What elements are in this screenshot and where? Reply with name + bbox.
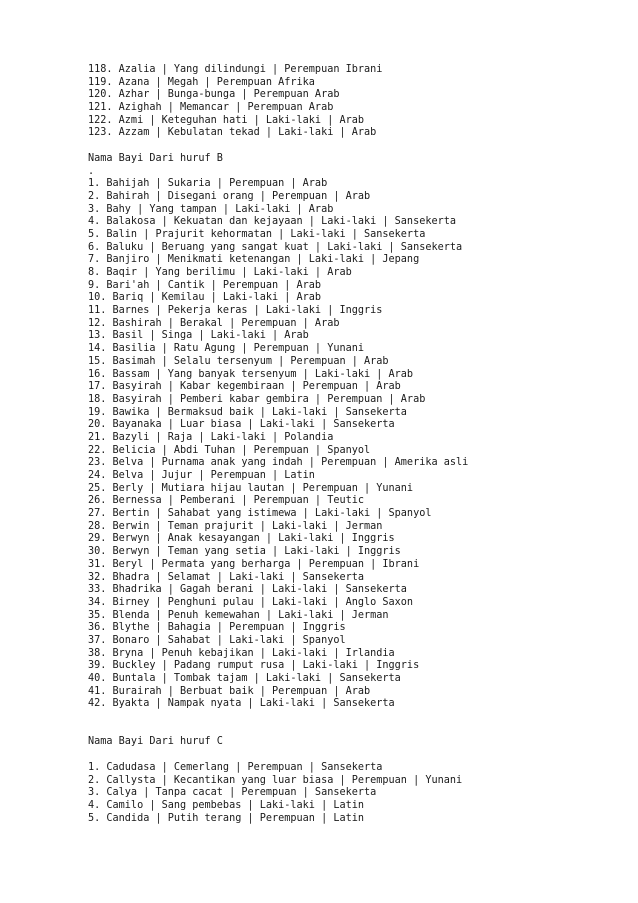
list-item: 26. Bernessa | Pemberani | Perempuan | Teutic [88, 495, 365, 507]
document-page [88, 64, 628, 825]
spacer [88, 749, 628, 762]
list-item: 35. Blenda | Penuh kemewahan | Laki-laki | Jerman [88, 609, 389, 621]
list-item: 13. Basil | Singa | Laki-laki | Arab [88, 330, 309, 342]
list-item: 41. Burairah | Berbuat baik | Perempuan | Arab [88, 685, 371, 697]
section-heading-b: Nama Bayi Dari huruf B [88, 152, 223, 164]
section-heading-c: Nama Bayi Dari huruf C [88, 736, 223, 748]
list-item: 37. Bonaro | Sahabat | Laki-laki | Spanyol [88, 634, 346, 646]
list-item: 23. Belva | Purnama anak yang indah | Perempuan | Amerika asli [88, 457, 469, 469]
list-item: 22. Belicia | Abdi Tuhan | Perempuan | Spanyol [88, 444, 371, 456]
list-item: 27. Bertin | Sahabat yang istimewa | Laki-laki | Spanyol [88, 508, 432, 520]
list-item: 118. Azalia | Yang dilindungi | Perempuan Ibrani [88, 64, 383, 75]
list-item: 34. Birney | Penghuni pulau | Laki-laki | Anglo Saxon [88, 596, 414, 608]
list-item: 123. Azzam | Kebulatan tekad | Laki-laki | Arab [88, 127, 377, 139]
list-item: 39. Buckley | Padang rumput rusa | Laki-laki | Inggris [88, 660, 420, 672]
list-item: 1. Cadudasa | Cemerlang | Perempuan | Sansekerta [88, 761, 383, 773]
section-dot: . [88, 165, 95, 177]
list-item: 38. Bryna | Penuh kebajikan | Laki-laki | Irlandia [88, 647, 395, 659]
list-item: 16. Bassam | Yang banyak tersenyum | Laki-laki | Arab [88, 368, 414, 380]
list-item: 36. Blythe | Bahagia | Perempuan | Inggris [88, 622, 346, 634]
list-item: 40. Buntala | Tombak tajam | Laki-laki | Sansekerta [88, 673, 401, 684]
list-item: 3. Bahy | Yang tampan | Laki-laki | Arab [88, 203, 334, 215]
list-item: 2. Bahirah | Disegani orang | Perempuan | Arab [88, 190, 371, 202]
list-item: 2. Callysta | Kecantikan yang luar biasa | Perempuan | Yunani [88, 774, 463, 786]
list-item: 9. Bari'ah | Cantik | Perempuan | Arab [88, 279, 322, 291]
list-item: 21. Bazyli | Raja | Laki-laki | Polandia [88, 431, 334, 443]
list-item: 121. Azighah | Memancar | Perempuan Arab [88, 102, 334, 114]
list-item: 31. Beryl | Permata yang berharga | Perempuan | Ibrani [88, 558, 420, 570]
list-item: 25. Berly | Mutiara hijau lautan | Perempuan | Yunani [88, 482, 414, 494]
name-list-c [88, 762, 628, 825]
list-item: 14. Basilia | Ratu Agung | Perempuan | Yunani [88, 343, 365, 355]
list-item: 18. Basyirah | Pemberi kabar gembira | Perempuan | Arab [88, 393, 426, 405]
list-item: 30. Berwyn | Teman yang setia | Laki-laki | Inggris [88, 546, 401, 558]
list-item: 20. Bayanaka | Luar biasa | Laki-laki | Sansekerta [88, 419, 395, 431]
list-item: 122. Azmi | Keteguhan hati | Laki-laki | Arab [88, 114, 365, 126]
list-item: 19. Bawika | Bermaksud baik | Laki-laki | Sansekerta [88, 406, 407, 418]
name-list-b [88, 178, 628, 711]
list-item: 7. Banjiro | Menikmati ketenangan | Laki-laki | Jepang [88, 254, 420, 266]
list-item: 29. Berwyn | Anak kesayangan | Laki-laki | Inggris [88, 533, 395, 545]
list-item: 11. Barnes | Pekerja keras | Laki-laki | Inggris [88, 305, 383, 317]
list-item: 17. Basyirah | Kabar kegembiraan | Perempuan | Arab [88, 381, 401, 393]
spacer [88, 140, 628, 153]
list-item: 32. Bhadra | Selamat | Laki-laki | Sansekerta [88, 571, 365, 583]
list-item: 15. Basimah | Selalu tersenyum | Perempuan | Arab [88, 355, 389, 367]
list-item: 12. Bashirah | Berakal | Perempuan | Arab [88, 317, 340, 329]
list-item: 33. Bhadrika | Gagah berani | Laki-laki | Sansekerta [88, 584, 407, 596]
list-item: 28. Berwin | Teman prajurit | Laki-laki | Jerman [88, 520, 383, 532]
list-item: 10. Bariq | Kemilau | Laki-laki | Arab [88, 292, 322, 304]
list-item: 3. Calya | Tanpa cacat | Perempuan | Sansekerta [88, 787, 377, 799]
list-item: 24. Belva | Jujur | Perempuan | Latin [88, 470, 315, 481]
list-item: 5. Balin | Prajurit kehormatan | Laki-laki | Sansekerta [88, 228, 426, 240]
list-item: 42. Byakta | Nampak nyata | Laki-laki | Sansekerta [88, 698, 395, 710]
name-list-a-continued [88, 64, 628, 140]
spacer [88, 711, 628, 736]
list-item: 1. Bahijah | Sukaria | Perempuan | Arab [88, 178, 328, 190]
list-item: 6. Baluku | Beruang yang sangat kuat | Laki-laki | Sansekerta [88, 241, 463, 253]
list-item: 8. Baqir | Yang berilimu | Laki-laki | Arab [88, 267, 352, 278]
list-item: 120. Azhar | Bunga-bunga | Perempuan Arab [88, 89, 340, 101]
list-item: 5. Candida | Putih terang | Perempuan | Latin [88, 812, 365, 824]
list-item: 4. Camilo | Sang pembebas | Laki-laki | Latin [88, 799, 365, 811]
list-item: 119. Azana | Megah | Perempuan Afrika [88, 76, 315, 88]
list-item: 4. Balakosa | Kekuatan dan kejayaan | Laki-laki | Sansekerta [88, 216, 457, 228]
